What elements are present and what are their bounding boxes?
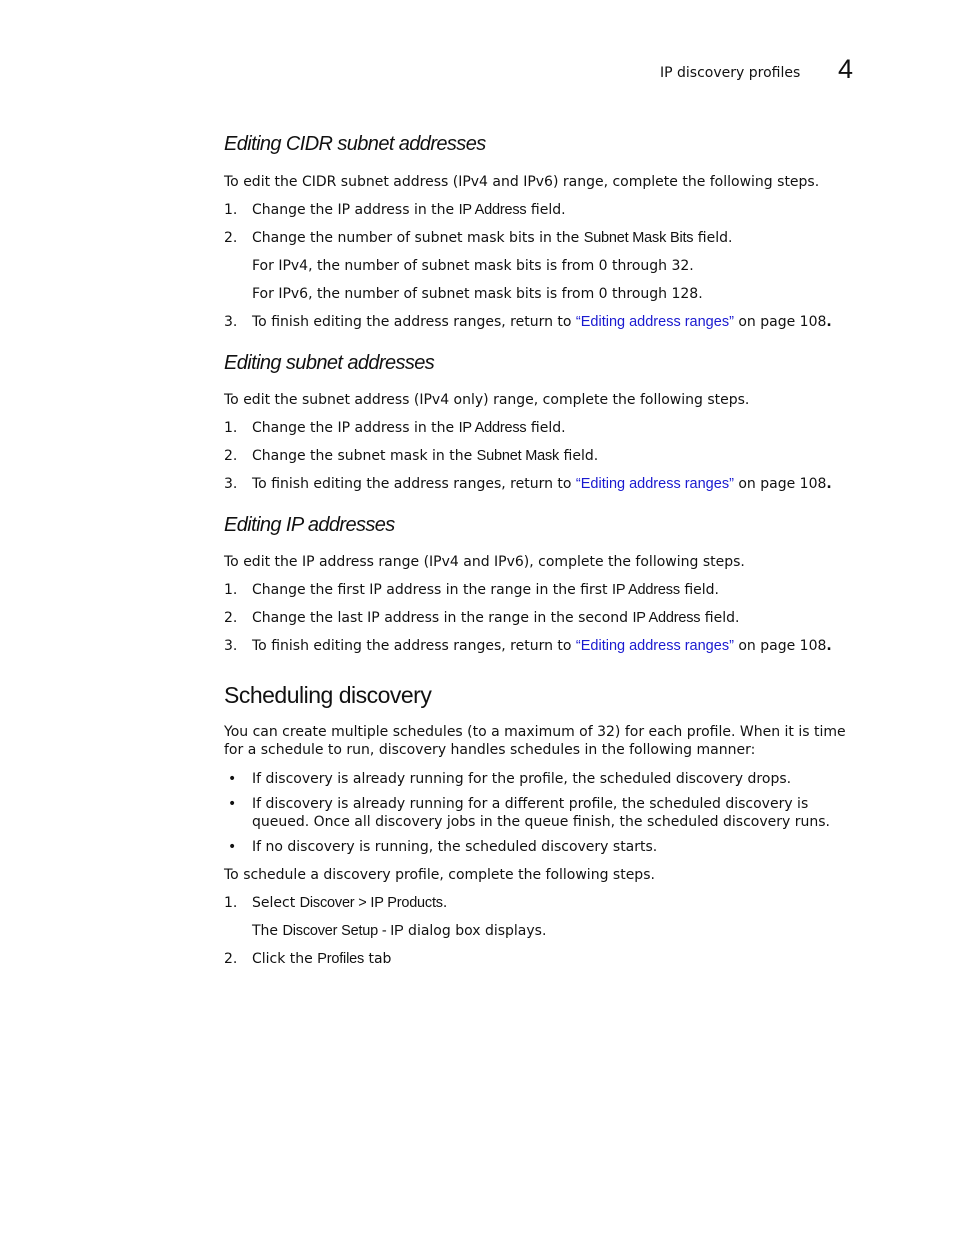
bullet-item: • If discovery is already running for a different profile, the scheduled discovery is queued. Once all discovery jobs in the queue finish, the scheduled discovery runs.	[228, 796, 830, 830]
bullet-icon: •	[228, 796, 237, 812]
editing-address-ranges-link[interactable]: “Editing address ranges”	[575, 476, 734, 492]
scheduling-step-1-result: The Discover Setup - IP dialog box displays.	[252, 923, 547, 939]
field-name: IP Address	[632, 610, 701, 626]
field-name: Subnet Mask	[476, 448, 560, 464]
scheduling-intro-2: To schedule a discovery profile, complete the following steps.	[224, 867, 655, 883]
bullet-icon: •	[228, 839, 237, 855]
cidr-note-ipv4: For IPv4, the number of subnet mask bits is from 0 through 32.	[252, 258, 694, 274]
cidr-note-ipv6: For IPv6, the number of subnet mask bits is from 0 through 128.	[252, 286, 703, 302]
heading-scheduling: Scheduling discovery	[224, 682, 432, 708]
field-name: IP Address	[458, 420, 527, 436]
editing-address-ranges-link[interactable]: “Editing address ranges”	[575, 314, 734, 330]
field-name: IP Address	[458, 202, 527, 218]
heading-subnet: Editing subnet addresses	[224, 352, 435, 374]
field-name: IP Address	[612, 582, 680, 598]
subnet-intro: To edit the subnet address (IPv4 only) range, complete the following steps.	[224, 392, 750, 408]
menu-path: Discover > IP Products	[299, 895, 443, 911]
bullet-icon: •	[228, 771, 237, 787]
editing-address-ranges-link[interactable]: “Editing address ranges”	[575, 638, 734, 654]
scheduling-intro: You can create multiple schedules (to a maximum of 32) for each profile. When it is time for a schedule to run, discovery handles schedules in the following manner:	[224, 724, 846, 758]
chapter-number: 4	[838, 54, 854, 84]
field-name: Subnet Mask Bits	[583, 230, 694, 246]
dialog-name: Discover Setup - IP	[282, 923, 404, 939]
tab-name: Profiles	[317, 951, 364, 967]
cidr-intro: To edit the CIDR subnet address (IPv4 and IPv6) range, complete the following steps.	[224, 174, 820, 190]
header-section-title: IP discovery profiles	[660, 65, 801, 81]
ip-intro: To edit the IP address range (IPv4 and IPv6), complete the following steps.	[224, 554, 745, 570]
heading-cidr: Editing CIDR subnet addresses	[224, 133, 486, 155]
heading-ip: Editing IP addresses	[224, 514, 395, 536]
